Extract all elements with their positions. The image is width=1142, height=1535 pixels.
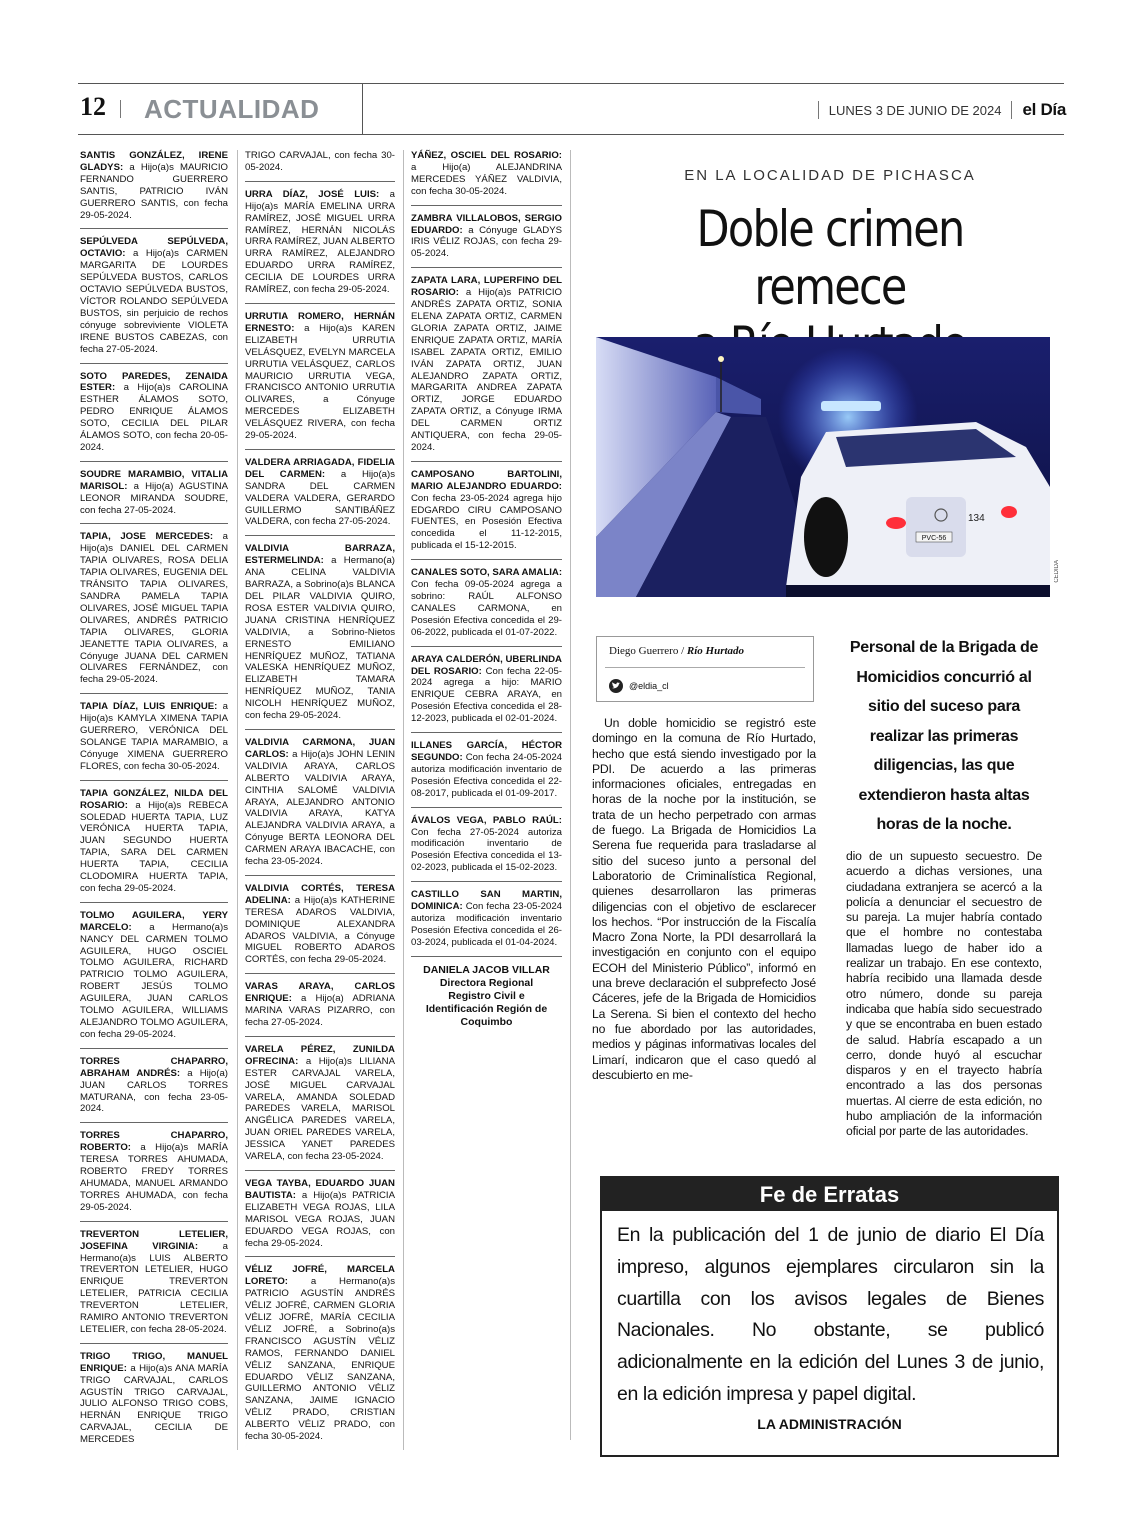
notice-name: CASTILLO SAN MARTIN, DOMINICA: (411, 889, 562, 913)
dateline-place: Río Hurtado (686, 645, 745, 657)
notice-entry (245, 1044, 395, 1171)
author-name: Diego Guerrero / (609, 645, 685, 657)
notice-name: ÁVALOS VEGA, PABLO RAÚL: (411, 814, 562, 826)
erratas-box (600, 1176, 1059, 1457)
section-title: ACTUALIDAD (144, 94, 320, 124)
photo-credit: CEDIDA (1054, 560, 1060, 583)
column-divider (237, 150, 238, 1450)
notice-text: Con fecha 23-05-2024 agrega hijo EDGARDO CIRU CAMPOSANO FUENTES, en Posesión Efectiva concedida el 11-12-2015, publicada el 15-12-2015. (411, 492, 562, 552)
notice-entry (80, 371, 228, 462)
notice-entry (411, 567, 562, 646)
notice-name: TREVERTON LETELIER, JOSEFINA VIRGINIA: (80, 1228, 228, 1252)
notice-text: Con fecha 27-05-2024 autoriza modificación inventario de Posesión Efectiva concedida el 13-02-2023, publicada el 15-02-2023. (411, 826, 562, 874)
header-bottom-rule (78, 134, 1064, 135)
notice-entry (80, 236, 228, 363)
erratas-title: Fe de Erratas (602, 1178, 1057, 1211)
notice-text: Con fecha 22-05-2024 agrega a hijo: MARIO ENRIQUE CEBRA ARAYA, en Posesión Efectiva concedida el 28-12-2023, publicada el 02-01-2024. (411, 665, 563, 725)
notice-name: SOTO PAREDES, ZENAIDA ESTER: (80, 370, 228, 394)
twitter-icon (609, 679, 623, 693)
notice-name: TAPIA GONZÁLEZ, NILDA DEL ROSARIO: (80, 787, 228, 811)
erratas-signature: LA ADMINISTRACIÓN (757, 1416, 902, 1432)
notice-entry (411, 213, 562, 269)
author-line (609, 645, 744, 657)
notice-text: a Hijo(a)s LILIANA ESTER CARVAJAL VARELA, JOSÉ MIGUEL CARVAJAL VARELA, AMANDA SOLEDAD PAREDES VARELA, MARISOL ANGÉLICA PAREDES VARELA, JUAN ORIEL PAREDES VARELA, JESSICA YANET PAREDES VARELA, con fecha 23-05-2024. (245, 1055, 395, 1163)
notice-text: a Hijo(a)s KAMYLA XIMENA TAPIA GUERRERO, VERÓNICA DEL SOLANGE TAPIA MARAMBIO, a Cónyuge XIMENA GUERRERO FLORES, con fecha 30-05-2024. (80, 701, 228, 772)
column-divider (403, 150, 404, 1450)
notice-text: a Cónyuge GLADYS IRIS VÉLIZ ROJAS, con fecha 29-05-2024. (411, 224, 562, 260)
notice-name: URRA DÍAZ, JOSÉ LUIS: (245, 188, 380, 200)
notice-entry (80, 1056, 228, 1124)
notice-name: VÉLIZ JOFRÉ, MARCELA LORETO: (245, 1264, 395, 1288)
notice-text: a Hijo(a)s KAREN ELIZABETH URRUTIA VELÁSQUEZ, EVELYN MARCELA URRUTIA VELÁSQUEZ, CARLOS MAURICIO URRUTIA VEGA, FRANCISCO ANTONIO URRUTIA OLIVARES, a Cónyuge MERCEDES ELIZABETH VELÁSQUEZ RIVERA, con fecha 29-05-2024. (245, 322, 395, 442)
notice-name: ILLANES GARCÍA, HÉCTOR SEGUNDO: (411, 740, 562, 763)
signature-title: Directora Regional (439, 976, 534, 989)
column-divider (570, 150, 571, 1440)
notices-column-1 (80, 150, 228, 1460)
notice-entry (411, 889, 562, 957)
notice-entry (80, 531, 228, 694)
notice-name: ARAYA CALDERÓN, UBERLINDA DEL ROSARIO: (411, 653, 562, 677)
notice-name: TAPIA, JOSE MERCEDES: (80, 531, 214, 543)
notice-text: a Hijo(a)s PATRICIA ELIZABETH VEGA ROJAS, LILA MARISOL VEGA ROJAS, JUAN EDUARDO VEGA ROJAS, con fecha 29-05-2024. (245, 1189, 395, 1249)
signature-title: Identificación Región de (425, 1002, 548, 1015)
notice-entry (245, 883, 395, 974)
notice-name: ZAMBRA VILLALOBOS, SERGIO EDUARDO: (411, 212, 562, 236)
notice-name: SANTIS GONZÁLEZ, IRENE GLADYS: (80, 150, 228, 173)
notice-name: CAMPOSANO BARTOLINI, MARIO ALEJANDRO EDUARDO: (411, 468, 562, 492)
notice-entry (80, 150, 228, 229)
notice-name: VALDIVIA CORTÉS, TERESA ADELINA: (245, 882, 395, 906)
notice-name: TOLMO AGUILERA, YERY MARCELO: (80, 909, 228, 933)
notice-entry (245, 1264, 395, 1450)
twitter-handle: @eldia_cl (629, 681, 669, 691)
notice-text: a Hermano(a)s PATRICIO AGUSTÍN ANDRÉS VÉLIZ JOFRÉ, CARMEN GLORIA VÉLIZ JOFRÉ, MARÍA CECILIA VÉLIZ JOFRÉ, a Sobrino(a)s FRANCISCO AGUSTÍN VÉLIZ RAMOS, FERNANDO DANIEL VÉLIZ SANZANA, ENRIQUE EDUARDO VÉLIZ SANZANA, GUILLERMO ANTONIO VÉLIZ SANZANA, JAIME IGNACIO VÉLIZ PRADO, CRISTIAN ALBERTO VÉLIZ PRADO, con fecha 30-05-2024. (245, 1276, 395, 1443)
notice-entry (80, 1229, 228, 1344)
notice-text: a Hijo(a)s MAURICIO FERNANDO GUERRERO SANTIS, PATRICIO IVÁN GUERRERO SANTIS, con fecha 29-05-2024. (80, 161, 228, 221)
article-photo (596, 337, 1050, 597)
notice-entry (245, 1178, 395, 1257)
notice-entry (80, 701, 228, 780)
notice-entry (80, 788, 228, 903)
signature-title: Registro Civil e (448, 989, 525, 1002)
byline-box (596, 636, 814, 702)
notice-entry (411, 815, 562, 883)
notice-name: TRIGO TRIGO, MANUEL ENRIQUE: (80, 1350, 228, 1374)
pull-quote: Personal de la Brigada de Homicidios concurrió al sitio del suceso para realizar las primeras diligencias, las que extendieron hasta altas horas de la noche. (849, 639, 1039, 833)
notice-name: TORRES CHAPARRO, ROBERTO: (80, 1130, 228, 1154)
notice-entry (245, 150, 395, 182)
notice-name: URRUTIA ROMERO, HERNÁN ERNESTO: (245, 310, 395, 334)
header-bar (818, 101, 819, 119)
article-body-column-2: dio de un supuesto secuestro. De acuerdo a dichas versiones, una ciudadana extranjera se acercó a la policía a denunciar el secuestro de su pareja. La mujer habría contado que el hombre no contestaba llamadas luego de haber ido a realizar un trabajo. En ese contexto, habría recibido una llamada desde otro número, donde su pareja indicaba que había sido secuestrado y que se encontraba en buen estado de salud. Habría escapado a un cerro, donde huyó al escuchar disparos y en el trayecto habría encontrado a las dos personas muertas. Al cierre de esta edición, no hubo ampliación de la información oficial por parte de las autoridades. (846, 849, 1042, 1139)
notice-name: VARELA PÉREZ, ZUNILDA OFRECINA: (245, 1043, 395, 1067)
notice-name: TAPIA DÍAZ, LUIS ENRIQUE: (80, 701, 218, 713)
article-kicker: EN LA LOCALIDAD DE PICHASCA (684, 167, 976, 184)
notice-name: VARAS ARAYA, CARLOS ENRIQUE: (245, 981, 395, 1005)
notice-text: a Hijo(a) AGUSTINA LEONOR MIRANDA SOUDRE, con fecha 27-05-2024. (80, 480, 228, 516)
brand-logo: el Día (1022, 100, 1066, 119)
notice-text: a Hijo(a) ALEJANDRINA MERCEDES YÁÑEZ VALDIVIA, con fecha 30-05-2024. (411, 161, 562, 197)
notice-text: a Hijo(a)s SANDRA DEL CARMEN VALDERA VALDERA, GERARDO GUILLERMO SANTIBÁÑEZ VALDERA, con fecha 27-05-2024. (245, 468, 395, 528)
notice-name: VALDERA ARRIAGADA, FIDELIA DEL CARMEN: (245, 456, 395, 480)
notice-entry (411, 150, 562, 206)
notice-text: a Hermano(a)s LUIS ALBERTO TREVERTON LETELIER, HUGO ENRIQUE TREVERTON LETELIER, PATRICIA CECILIA TREVERTON LETELIER, RAMIRO ANTONIO TREVERTON LETELIER, con fecha 28-05-2024. (80, 1240, 228, 1335)
notice-text: Con fecha 09-05-2024 agrega a sobrino: RAÚL ALFONSO CANALES CARMONA, en Posesión Efectiva concedida el 29-06-2022, publicada el 01-07-2022. (411, 579, 562, 638)
notice-name: VALDIVIA BARRAZA, ESTERMELINDA: (245, 543, 395, 567)
social-handle[interactable] (609, 679, 669, 693)
byline-divider (605, 667, 805, 668)
car-number: 134 (968, 513, 985, 524)
notice-entry (80, 1351, 228, 1453)
header-bar (1011, 101, 1012, 119)
notice-text: a Hijo(a)s CAROLINA ESTHER ÁLAMOS SOTO, PEDRO ENRIQUE ÁLAMOS SOTO, CECILIA DEL PILAR ÁLAMOS SOTO, con fecha 20-05-2024. (80, 382, 228, 453)
notice-entry (411, 740, 562, 808)
headline-line: Doble crimen remece (696, 200, 964, 316)
notice-text: Con fecha 23-05-2024 autoriza modificación inventario Posesión Efectiva concedida el 26-03-2024, publicada el 01-04-2024. (411, 901, 562, 948)
header-bar (120, 100, 121, 118)
notice-entry (80, 1130, 228, 1221)
article-body-column-1: Un doble homicidio se registró este domingo en la comuna de Río Hurtado, hecho que está siendo investigado por la PDI. De acuerdo a las primeras informaciones oficiales, entregadas en horas de la noche por la institución, se trata de un hecho perpetrado con armas de fuego. La Brigada de Homicidios La Serena fue requerida para trasladarse al sitio del suceso junto a personal del Laboratorio de Criminalística Regional, quienes desarrollaron las primeras diligencias con el objetivo de esclarecer los hechos. “Por instrucción de la Fiscalía Macro Zona Norte, la PDI desarrollará la investigación en conjunto con el equipo ECOH del Ministerio Público”, informó en una breve declaración el subprefecto José Cáceres, jefe de la Brigada de Homicidios La Serena. Si bien el contexto del hecho no fue abordado por las autoridades, medios y páginas informativas locales del Limarí, indicaron que el caso quedó al descubierto en me- (592, 716, 816, 1082)
notice-name: YÁÑEZ, OSCIEL DEL ROSARIO: (411, 150, 562, 161)
notices-column-3 (411, 150, 562, 1029)
signature-name: DANIELA JACOB VILLAR (423, 963, 550, 976)
notice-text: a Hijo(a)s KATHERINE TERESA ADAROS VALDIVIA, DOMINIQUE ALEXANDRA ADAROS VALDIVIA, a Cónyuge MIGUEL ROBERTO ADAROS CORTÉS, con fecha 29-05-2024. (245, 894, 395, 966)
notice-entry (245, 457, 395, 536)
notice-entry (245, 311, 395, 450)
notice-text: a Hijo(a)s PATRICIO ANDRÉS ZAPATA ORTIZ, SONIA ELENA ZAPATA ORTIZ, CARMEN GLORIA ZAPATA ORTIZ, JAIME ENRIQUE ZAPATA ORTIZ, MARÍA ISABEL ZAPATA ORTIZ, EMILIO IVÁN ZAPATA ORTIZ, JUAN ALEJANDRO ZAPATA ORTIZ, MARGARITA ANDREA ZAPATA ORTIZ, JORGE EDUARDO ZAPATA ORTIZ, a Cónyuge IRMA DEL CARMEN ORTIZ ANTIQUERA, con fecha 29-05-2024. (411, 287, 562, 453)
notice-text: a Hijo(a)s MARÍA EMELINA URRA RAMÍREZ, JOSÉ MIGUEL URRA RAMÍREZ, HERNÁN NICOLÁS URRA RAMÍREZ, JUAN ALBERTO URRA RAMÍREZ, ALEJANDRO EDUARDO URRA RAMÍREZ, CECILIA DE LOURDES URRA RAMÍREZ, con fecha 29-05-2024. (245, 188, 395, 296)
notice-text: a Hijo(a)s MARÍA TERESA TORRES AHUMADA, ROBERTO FREDY TORRES AHUMADA, MANUEL ARMANDO TORRES AHUMADA, con fecha 29-05-2024. (80, 1142, 228, 1213)
notice-text: a Hermano(a)s NANCY DEL CARMEN TOLMO AGUILERA, HUGO OSCIEL TOLMO AGUILERA, RICHARD PATRICIO TOLMO AGUILERA, ROBERT JESÚS TOLMO AGUILERA, JUAN CARLOS TOLMO AGUILERA, WILLIAMS ALEJANDRO TOLMO AGUILERA, con fecha 29-05-2024. (80, 921, 228, 1040)
notice-text: Con fecha 24-05-2024 autoriza modificación inventario de Posesión Efectiva concedida el 22-08-2017, publicada el 01-09-2017. (411, 751, 562, 799)
notice-name: SEPÚLVEDA SEPÚLVEDA, OCTAVIO: (80, 236, 228, 260)
notice-name: SOUDRE MARAMBIO, VITALIA MARISOL: (80, 468, 228, 492)
erratas-body: En la publicación del 1 de junio de diario El Día impreso, algunos ejemplares circularon sin la cuartilla con los avisos legales de Bienes Nacionales. No obstante, se publicó adicionalmente en la edición del Lunes 3 de junio, en la edición impresa y papel digital. (617, 1224, 1044, 1405)
notice-text: a Hijo(a) ADRIANA MARINA VARAS PIZARRO, con fecha 27-05-2024. (245, 993, 395, 1028)
notices-signature (411, 964, 562, 1029)
notice-text: TRIGO CARVAJAL, con fecha 30-05-2024. (245, 150, 395, 173)
notice-entry (411, 275, 562, 462)
notices-column-2 (245, 150, 395, 1457)
page-number: 12 (80, 92, 106, 121)
notice-name: VALDIVIA CARMONA, JUAN CARLOS: (245, 736, 395, 760)
notice-text: a Hijo(a)s JOHN LENIN VALDIVIA ARAYA, CARLOS ALBERTO VALDIVIA ARAYA, CINTHIA SALOMÉ VALDIVIA ARAYA, ALEJANDRO ANTONIO VALDIVIA ARAYA, KATYA ALEJANDRA VALDIVIA ARAYA, a Cónyuge BERTA LEONORA DEL CARMEN ARAYA IBACACHE, con fecha 23-05-2024. (245, 748, 395, 868)
notice-text: a Hijo(a)s CARMEN MARGARITA DE LOURDES SEPÚLVEDA BUSTOS, CARLOS OCTAVIO SEPÚLVEDA BUSTOS, VÍCTOR ROLANDO SEPÚLVEDA BUSTOS, sin perjuicio de rechos cónyuge sobreviviente VIOLETA IRENE BUSTOS CABEZAS, con fecha 27-05-2024. (80, 248, 228, 355)
license-plate: PVC-56 (921, 535, 947, 542)
notice-entry (245, 737, 395, 876)
notice-name: TORRES CHAPARRO, ABRAHAM ANDRÉS: (80, 1055, 228, 1079)
notice-name: ZAPATA LARA, LUPERFINO DEL ROSARIO: (411, 275, 562, 299)
notice-name: VEGA TAYBA, EDUARDO JUAN BAUTISTA: (245, 1177, 395, 1201)
notice-entry (80, 910, 228, 1049)
notice-text: a Hijo(a)s ANA MARÍA TRIGO CARVAJAL, CARLOS AGUSTÍN TRIGO CARVAJAL, JULIO ALFONSO TRIGO COBS, HERNÁN ENRIQUE TRIGO CARVAJAL, CECILIA DE MERCEDES (80, 1362, 228, 1446)
notice-entry (80, 469, 228, 525)
header-top-rule (78, 83, 1064, 84)
notice-entry (411, 469, 562, 560)
notice-entry (245, 189, 395, 304)
notice-text: a Hermano(a) ANA CELINA VALDIVIA BARRAZA, a Sobrino(a)s BLANCA DEL PILAR VALDIVIA QUIRO, ROSA ESTER VALDIVIA QUIRO, JUANA CRISTINA HENRÍQUEZ VALDIVIA, a Sobrino-Nietos ERNESTO EMILIANO HENRÍQUEZ MUÑOZ, TATIANA VALESKA HENRÍQUEZ MUÑOZ, ELIZABETH TAMARA HENRÍQUEZ MUÑOZ, TANIA NICOLH HENRÍQUEZ MUÑOZ, con fecha 29-05-2024. (245, 555, 395, 722)
notice-name: CANALES SOTO, SARA AMALIA: (411, 567, 563, 579)
issue-date: LUNES 3 DE JUNIO DE 2024 (828, 102, 1002, 118)
notice-entry (245, 981, 395, 1037)
notice-entry (411, 654, 562, 733)
header-divider (362, 84, 363, 134)
notice-text: a Hijo(a)s DANIEL DEL CARMEN TAPIA OLIVARES, ROSA DELIA TAPIA OLIVARES, EUGENIA DEL TRÁNSITO TAPIA OLIVARES, SANDRA PAMELA TAPIA OLIVARES, JOSÉ MIGUEL TAPIA OLIVARES, ANDRÉS PATRICIO TAPIA OLIVARES, GLORIA JEANETTE TAPIA OLIVARES, a Cónyuge JUANA DEL CARMEN OLIVARES FERNÁNDEZ, con fecha 29-05-2024. (80, 531, 228, 686)
signature-title: Coquimbo (460, 1015, 513, 1028)
notice-text: a Hijo(a)s REBECA SOLEDAD HUERTA TAPIA, LUZ VERÓNICA HUERTA TAPIA, JUAN SEGUNDO HUERTA TAPIA, SARA DEL CARMEN HUERTA TAPIA, CECILIA CLODOMIRA HUERTA TAPIA, con fecha 29-05-2024. (80, 799, 228, 894)
header-meta (818, 100, 1066, 120)
notice-entry (245, 543, 395, 730)
notice-text: a Hijo(a) JUAN CARLOS TORRES MATURANA, con fecha 23-05-2024. (80, 1067, 228, 1115)
